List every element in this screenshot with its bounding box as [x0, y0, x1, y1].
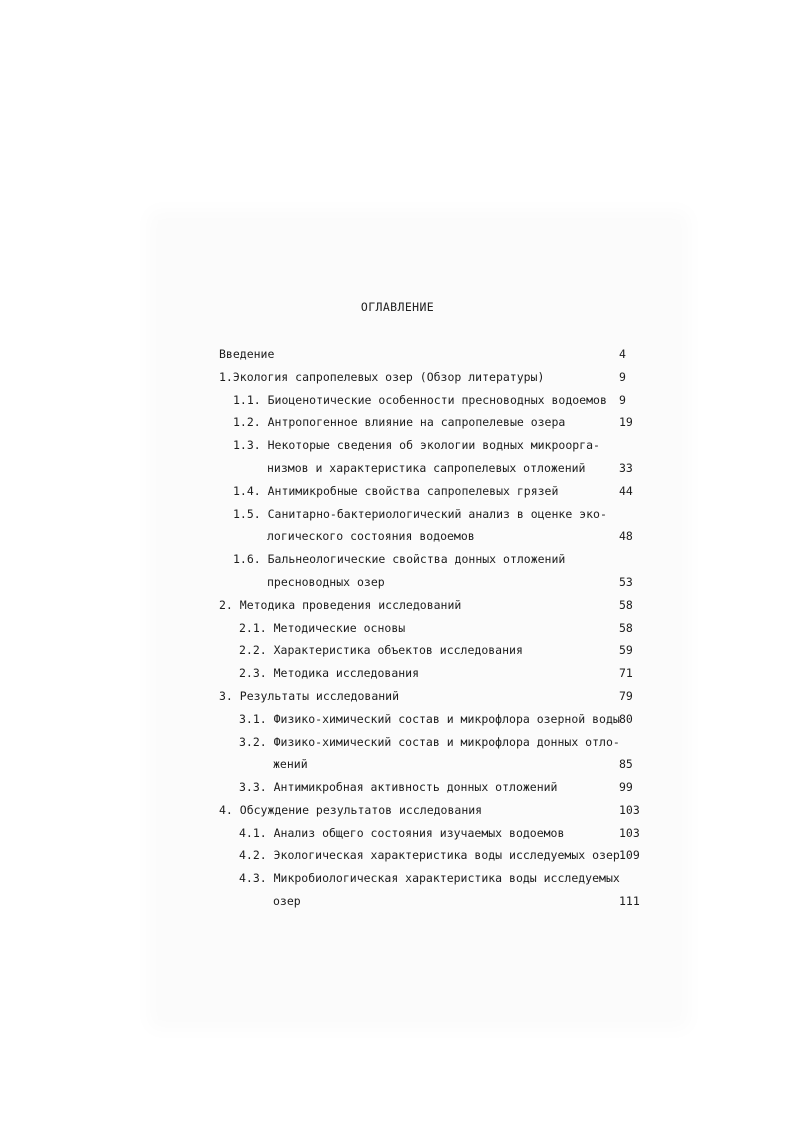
- toc-entry-page: 4: [619, 347, 626, 361]
- toc-entry-text: жений: [273, 757, 308, 771]
- toc-entry-page: 79: [619, 689, 633, 703]
- toc-entry: [0, 733, 795, 751]
- toc-entry-page: 99: [619, 780, 633, 794]
- toc-entry: [0, 892, 795, 910]
- toc-entry-text: 2.1. Методические основы: [239, 621, 406, 635]
- toc-entry-text: низмов и характеристика сапропелевых отложений: [267, 461, 586, 475]
- toc-entry: [0, 413, 795, 431]
- toc-entry-page: 111: [619, 894, 640, 908]
- toc-entry: [0, 345, 795, 363]
- toc-entry-text: 3.1. Физико-химический состав и микрофлора озерной воды: [239, 712, 620, 726]
- toc-entry-page: 9: [619, 393, 626, 407]
- toc-entry-text: озер: [273, 894, 301, 908]
- toc-entry-text: 1.1. Биоценотические особенности пресноводных водоемов: [233, 393, 607, 407]
- toc-entry: [0, 368, 795, 386]
- toc-entry-page: 9: [619, 370, 626, 384]
- toc-entry: [0, 755, 795, 773]
- toc-entry-page: 48: [619, 529, 633, 543]
- toc-entry-text: 3.3. Антимикробная активность донных отложений: [239, 780, 558, 794]
- toc-entry: [0, 619, 795, 637]
- toc-entry: [0, 710, 795, 728]
- toc-entry: [0, 778, 795, 796]
- toc-entry: [0, 687, 795, 705]
- toc-entry: [0, 436, 795, 454]
- toc-entry: [0, 664, 795, 682]
- toc-entry-text: логического состояния водоемов: [267, 529, 475, 543]
- toc-entry-page: 59: [619, 643, 633, 657]
- toc-entry: [0, 801, 795, 819]
- toc-entry-text: 4. Обсуждение результатов исследования: [219, 803, 483, 817]
- toc-entry-text: 1.4. Антимикробные свойства сапропелевых грязей: [233, 484, 559, 498]
- toc-entry-page: 103: [619, 826, 640, 840]
- toc-entry-text: 1.5. Санитарно-бактериологический анализ в оценке эко-: [233, 507, 607, 521]
- toc-entry-text: 1.2. Антропогенное влияние на сапропелевые озера: [233, 415, 566, 429]
- toc-entry: [0, 482, 795, 500]
- toc-entry-page: 58: [619, 598, 633, 612]
- toc-entry-page: 53: [619, 575, 633, 589]
- toc-title: ОГЛАВЛЕНИЕ: [360, 300, 435, 314]
- toc-entry-page: 80: [619, 712, 633, 726]
- toc-entry-text: 1.3. Некоторые сведения об экологии водных микроорга-: [233, 438, 600, 452]
- toc-entry-page: 109: [619, 848, 640, 862]
- toc-entry-page: 58: [619, 621, 633, 635]
- toc-entry: [0, 459, 795, 477]
- toc-entry: [0, 505, 795, 523]
- toc-entry-text: 4.2. Экологическая характеристика воды исследуемых озер: [239, 848, 620, 862]
- toc-entry-text: 4.3. Микробиологическая характеристика воды исследуемых: [239, 871, 620, 885]
- toc-entry-page: 33: [619, 461, 633, 475]
- toc-entry-page: 44: [619, 484, 633, 498]
- toc-entry-text: 2.3. Методика исследования: [239, 666, 420, 680]
- toc-entry-page: 103: [619, 803, 640, 817]
- toc-entry: [0, 824, 795, 842]
- toc-entry: [0, 641, 795, 659]
- toc-entry-page: 19: [619, 415, 633, 429]
- toc-entry-text: 4.1. Анализ общего состояния изучаемых водоемов: [239, 826, 565, 840]
- toc-entry-page: 71: [619, 666, 633, 680]
- toc-entry-text: 3. Результаты исследований: [219, 689, 400, 703]
- toc-entry-text: пресноводных озер: [267, 575, 385, 589]
- toc-entry: [0, 527, 795, 545]
- toc-entry: [0, 391, 795, 409]
- toc-entry-page: 85: [619, 757, 633, 771]
- toc-entry-text: 3.2. Физико-химический состав и микрофлора донных отло-: [239, 735, 620, 749]
- toc-entry: [0, 869, 795, 887]
- toc-entry-text: 2. Методика проведения исследований: [219, 598, 462, 612]
- toc-entry: [0, 846, 795, 864]
- toc-entry: [0, 596, 795, 614]
- toc-entry: [0, 550, 795, 568]
- toc-entry-text: Введение: [219, 347, 275, 361]
- toc-entry: [0, 573, 795, 591]
- toc-entry-text: 1.Экология сапропелевых озер (Обзор литературы): [219, 370, 545, 384]
- toc-entry-text: 1.6. Бальнеологические свойства донных отложений: [233, 552, 566, 566]
- toc-entry-text: 2.2. Характеристика объектов исследования: [239, 643, 523, 657]
